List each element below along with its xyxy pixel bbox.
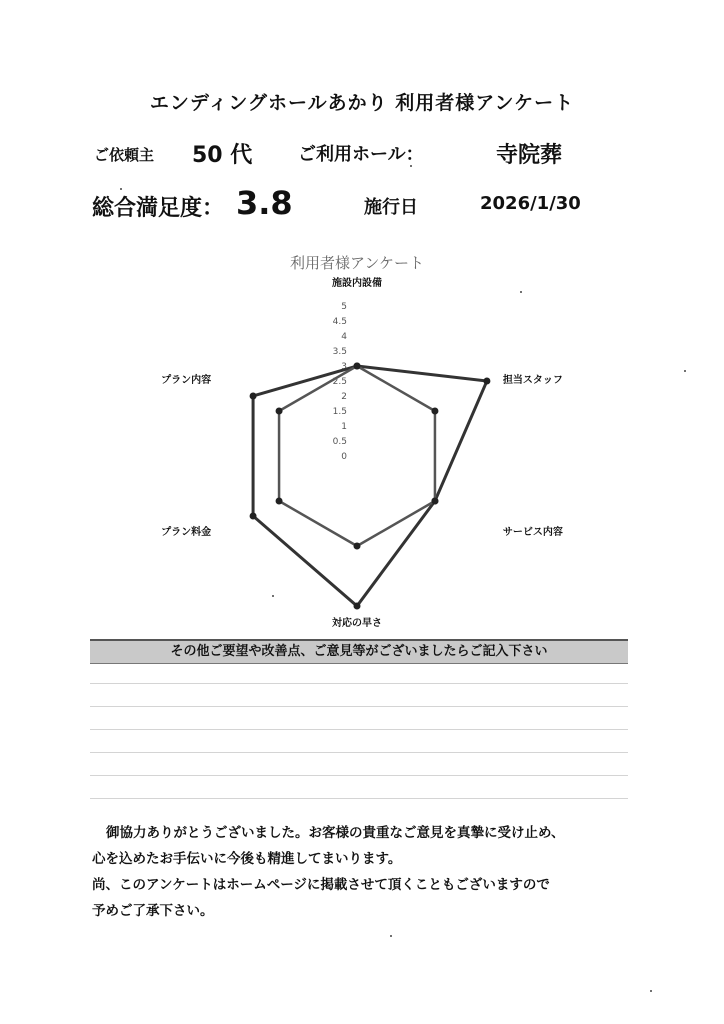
satisfaction-label: 総合満足度： <box>92 196 225 221</box>
tick-label: 0.5 <box>332 437 347 447</box>
tick-label: 3.5 <box>332 347 347 357</box>
hall-label: ご利用ホール： <box>298 144 424 165</box>
requester-label: ご依頼主 <box>94 146 155 164</box>
closing-line-4: 予めご了承下さい。 <box>92 903 214 919</box>
closing-line-1: 御協力ありがとうございました。お客様の貴重なご意見を真摯に受け止め、 <box>106 825 565 841</box>
category-label: 対応の早さ <box>332 618 382 629</box>
data-point <box>354 363 361 370</box>
data-point <box>250 513 257 520</box>
satisfaction-value: 3.8 <box>236 184 293 222</box>
data-point <box>276 408 283 415</box>
category-label: 施設内設備 <box>332 278 382 289</box>
age-value: 50 代 <box>192 143 253 168</box>
tick-label: 4.5 <box>332 317 347 327</box>
tick-label: 0 <box>341 452 347 462</box>
date-value: 2026/1/30 <box>480 193 581 214</box>
survey-title: エンディングホールあかり 利用者様アンケート <box>149 92 575 114</box>
tick-label: 2.5 <box>332 377 347 387</box>
data-point <box>276 498 283 505</box>
comment-line <box>90 775 628 776</box>
series-line <box>253 366 487 606</box>
comment-line <box>90 683 628 684</box>
comment-line <box>90 752 628 753</box>
data-point <box>483 378 490 385</box>
tick-label: 4 <box>341 332 347 342</box>
closing-message <box>92 820 565 924</box>
comment-line <box>90 798 628 799</box>
closing-line-3: 尚、このアンケートはホームページに掲載させて頂くこともございますので <box>92 877 550 893</box>
tick-label: 1.5 <box>332 407 347 417</box>
tick-label: 3 <box>341 362 347 372</box>
category-label: プラン料金 <box>161 527 212 538</box>
category-label: サービス内容 <box>502 527 563 538</box>
data-point <box>354 543 361 550</box>
closing-line-2: 心を込めたお手伝いに今後も精進してまいります。 <box>92 851 402 867</box>
category-label: 担当スタッフ <box>502 375 563 386</box>
comment-line <box>90 729 628 730</box>
category-label: プラン内容 <box>161 375 212 386</box>
data-point <box>250 393 257 400</box>
tick-label: 2 <box>341 392 347 402</box>
data-point <box>431 408 438 415</box>
comments-heading: その他ご要望や改善点、ご意見等がございましたらご記入下さい <box>90 639 628 664</box>
data-point <box>431 498 438 505</box>
series-line <box>279 366 435 546</box>
tick-label: 1 <box>341 422 347 432</box>
hall-value: 寺院葬 <box>496 143 563 168</box>
date-label: 施行日 <box>364 197 418 218</box>
comment-line <box>90 706 628 707</box>
data-point <box>354 603 361 610</box>
chart-title: 利用者様アンケート <box>289 254 425 272</box>
tick-label: 5 <box>341 302 347 312</box>
